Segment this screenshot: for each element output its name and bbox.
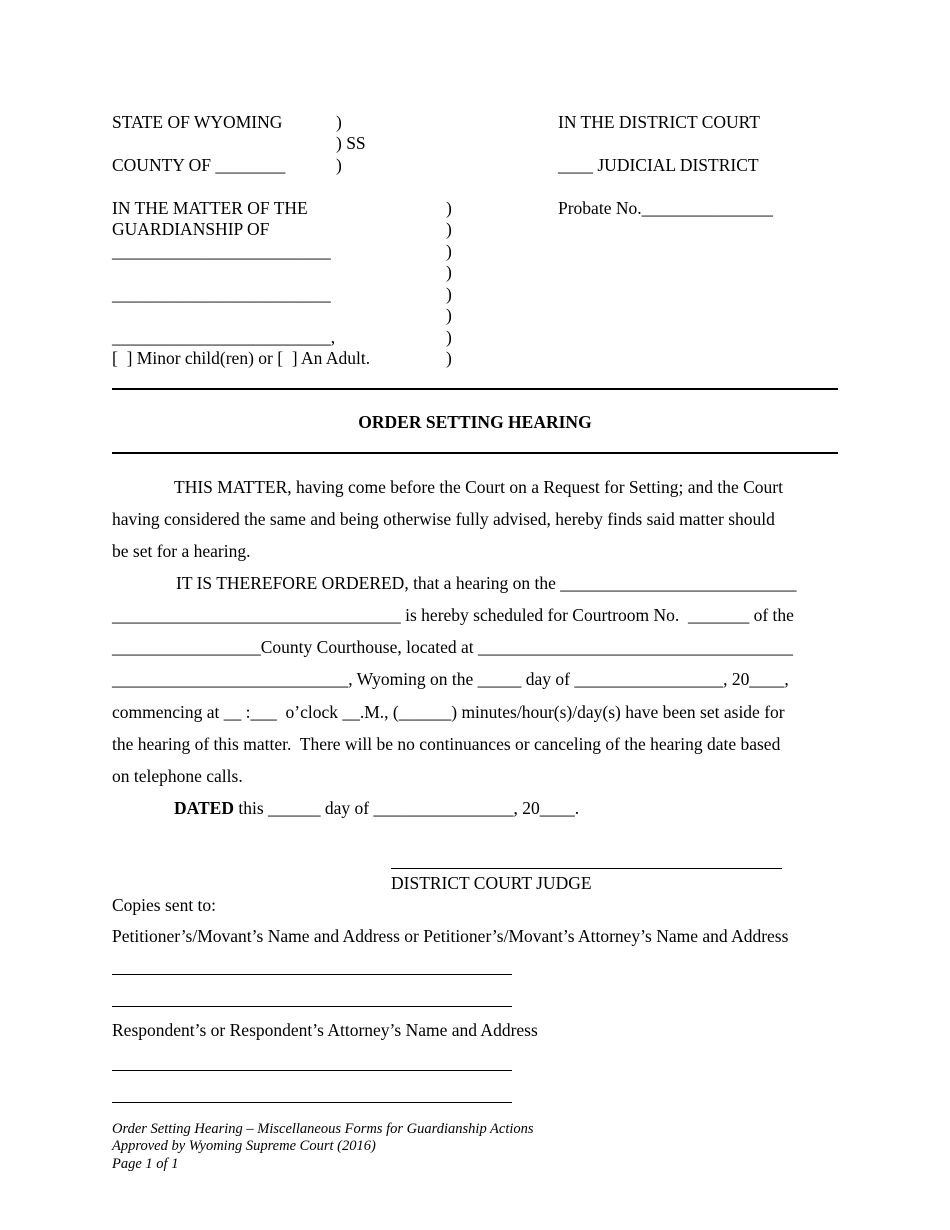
dated-label: DATED [174,798,234,818]
order-text: the hearing of this matter. There will be no continuances or canceling of the hearing date based [112,734,781,754]
body-text: having considered the same and being otherwise fully advised, hereby finds said matter should [112,509,775,529]
venue-paren: ) [336,112,342,132]
venue-paren: ) [336,155,342,175]
probate-number-field[interactable]: Probate No._______________ [558,198,773,218]
caption-paren: ) [446,262,452,282]
footer-page-number: Page 1 of 1 [112,1156,179,1172]
guardianship-heading: GUARDIANSHIP OF [112,219,270,239]
order-text: on telephone calls. [112,766,243,786]
judge-signature-line[interactable] [391,868,782,869]
order-text[interactable]: commencing at __ :___ o’clock __.M., (______) minutes/hour(s)/day(s) have been set aside for [112,702,785,722]
caption-paren: ) [446,198,452,218]
order-text[interactable]: _________________________________ is hereby scheduled for Courtroom No. _______ of the [112,605,794,625]
judicial-district-field[interactable]: ____ JUDICIAL DISTRICT [558,155,759,175]
ward-name-field[interactable]: _________________________ [112,284,331,304]
petitioner-address-line[interactable] [112,1006,512,1007]
matter-heading: IN THE MATTER OF THE [112,198,308,218]
court-label: IN THE DISTRICT COURT [558,112,760,132]
respondent-address-line[interactable] [112,1070,512,1071]
ward-name-field[interactable]: _________________________, [112,327,336,347]
respondent-address-label: Respondent’s or Respondent’s Attorney’s Name and Address [112,1020,538,1040]
respondent-address-line[interactable] [112,1102,512,1103]
footer-form-title: Order Setting Hearing – Miscellaneous Forms for Guardianship Actions [112,1121,534,1137]
caption-paren: ) [446,219,452,239]
order-text[interactable]: ___________________________, Wyoming on the _____ day of _________________, 20____, [112,669,789,689]
county-field[interactable]: COUNTY OF ________ [112,155,286,175]
ss-label: ) SS [336,133,366,153]
footer-approval: Approved by Wyoming Supreme Court (2016) [112,1138,376,1154]
caption-paren: ) [446,327,452,347]
caption-paren: ) [446,305,452,325]
minor-adult-checkboxes[interactable]: [ ] Minor child(ren) or [ ] An Adult. [112,348,371,368]
order-text[interactable]: _________________County Courthouse, located at ____________________________________ [112,637,794,657]
body-text: be set for a hearing. [112,541,251,561]
caption-paren: ) [446,348,452,368]
bottom-rule [112,452,838,454]
petitioner-address-line[interactable] [112,974,512,975]
caption-paren: ) [446,241,452,261]
copies-heading: Copies sent to: [112,895,217,915]
dated-line[interactable] [174,800,579,818]
judge-signature-label: DISTRICT COURT JUDGE [391,873,592,893]
petitioner-address-label: Petitioner’s/Movant’s Name and Address or Petitioner’s/Movant’s Attorney’s Name and Address [112,926,789,946]
page-title: ORDER SETTING HEARING [358,412,592,432]
body-text: THIS MATTER, having come before the Court on a Request for Setting; and the Court [174,477,783,497]
state-label: STATE OF WYOMING [112,112,283,132]
top-rule [112,388,838,390]
ward-name-field[interactable]: _________________________ [112,241,331,261]
dated-fields[interactable]: this ______ day of ________________, 20____. [233,798,580,818]
caption-paren: ) [446,284,452,304]
order-text[interactable]: IT IS THEREFORE ORDERED, that a hearing on the ___________________________ [176,573,797,593]
